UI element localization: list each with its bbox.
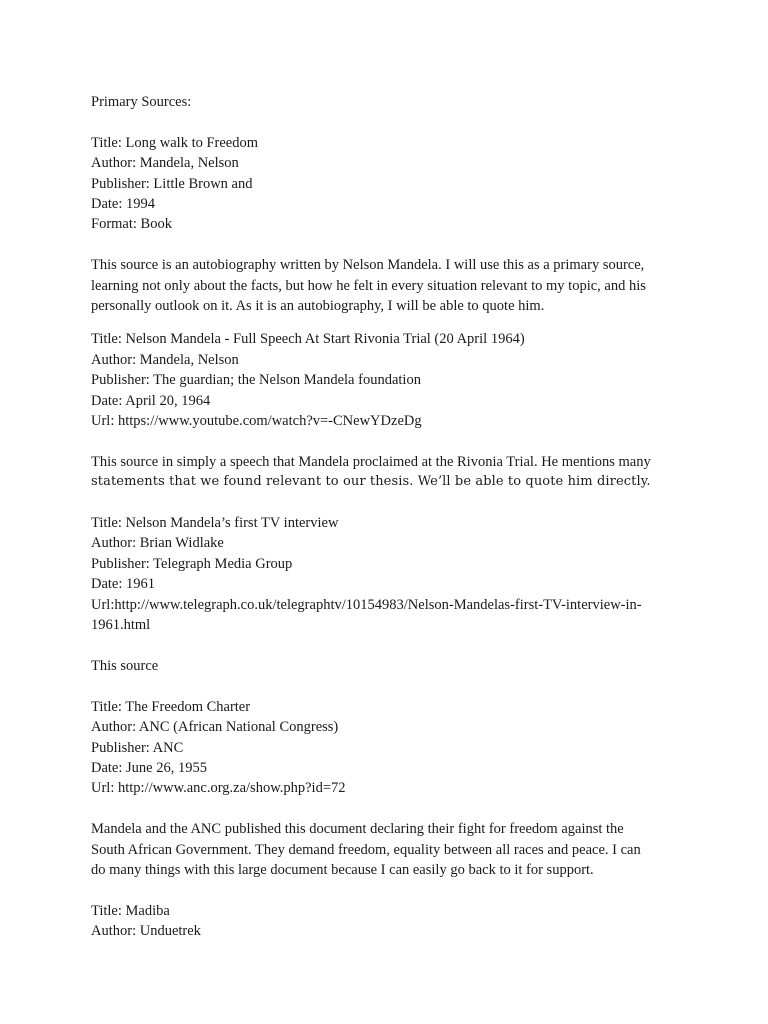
source-entry-4	[91, 697, 691, 881]
source-description-line: learning not only about the facts, but how he felt in every situation relevant to my topic, and his	[91, 277, 646, 294]
source-publisher: Publisher: Telegraph Media Group	[91, 555, 293, 572]
source-date: Date: April 20, 1964	[91, 392, 211, 409]
source-author: Author: ANC (African National Congress)	[91, 719, 339, 736]
source-publisher: Publisher: ANC	[91, 739, 184, 756]
source-title: Title: The Freedom Charter	[91, 698, 251, 715]
source-date: Date: 1961	[91, 576, 156, 593]
source-description-line: This source	[91, 657, 159, 674]
source-description-line: statements that we found relevant to our thesis. We’ll be able to quote him directly.	[91, 474, 651, 490]
source-entry-3	[91, 513, 691, 676]
source-description-line: Mandela and the ANC published this document declaring their fight for freedom against the	[91, 821, 624, 838]
source-publisher: Publisher: The guardian; the Nelson Mandela foundation	[91, 372, 421, 389]
source-entry-5	[91, 901, 691, 942]
source-entry-2	[91, 329, 691, 492]
source-description-line: This source in simply a speech that Mandela proclaimed at the Rivonia Trial. He mentions many	[91, 453, 651, 470]
source-url-continued: 1961.html	[91, 617, 151, 634]
source-title: Title: Long walk to Freedom	[91, 134, 259, 151]
source-author: Author: Mandela, Nelson	[91, 155, 239, 172]
source-title: Title: Nelson Mandela’s first TV interview	[91, 515, 339, 532]
source-author: Author: Unduetrek	[91, 923, 201, 940]
source-url: Url: https://www.youtube.com/watch?v=-CNewYDzeDg	[91, 413, 422, 430]
source-date: Date: June 26, 1955	[91, 759, 207, 776]
source-title: Title: Nelson Mandela - Full Speech At Start Rivonia Trial (20 April 1964)	[91, 331, 525, 348]
source-format: Format: Book	[91, 216, 172, 233]
source-title: Title: Madiba	[91, 902, 170, 919]
section-heading: Primary Sources:	[91, 94, 192, 110]
source-description-line: South African Government. They demand freedom, equality between all races and peace. I can	[91, 841, 641, 858]
source-date: Date: 1994	[91, 196, 156, 213]
source-publisher: Publisher: Little Brown and	[91, 175, 253, 192]
source-entry-1	[91, 133, 691, 317]
source-description-line: personally outlook on it. As it is an autobiography, I will be able to quote him.	[91, 298, 545, 315]
document-page	[91, 92, 691, 942]
source-url: Url: http://www.anc.org.za/show.php?id=72	[91, 780, 346, 797]
source-description-line: This source is an autobiography written by Nelson Mandela. I will use this as a primary source,	[91, 257, 645, 274]
source-description-line: do many things with this large document because I can easily go back to it for support.	[91, 861, 594, 878]
source-author: Author: Brian Widlake	[91, 535, 224, 552]
source-url: Url:http://www.telegraph.co.uk/telegraphtv/10154983/Nelson-Mandelas-first-TV-interview-in-	[91, 596, 642, 613]
source-author: Author: Mandela, Nelson	[91, 351, 239, 368]
